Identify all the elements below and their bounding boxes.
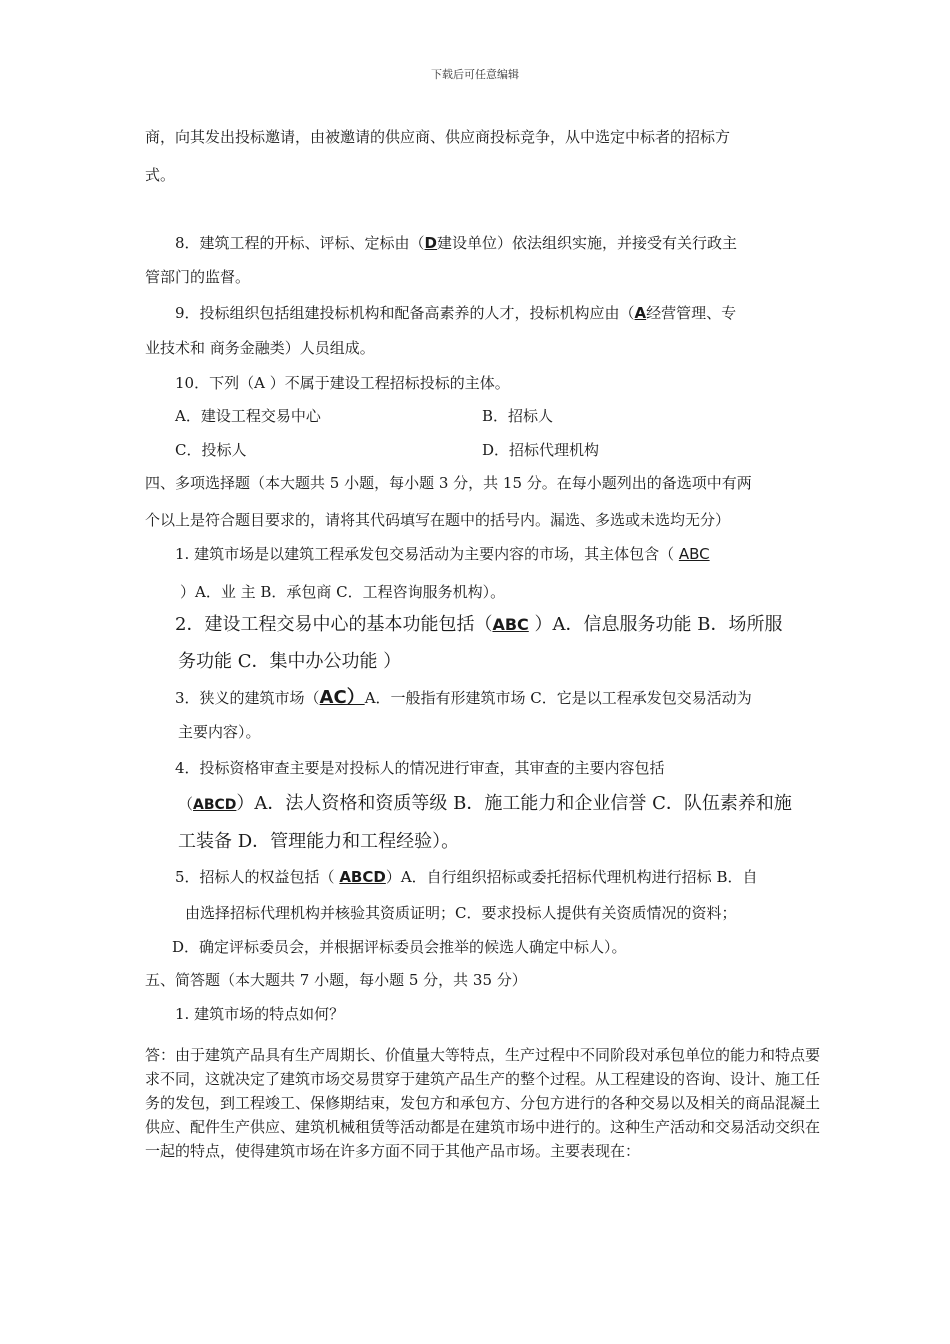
question-text: 3．狭义的建筑市场（ xyxy=(175,689,320,707)
question-9-line-2: 业技术和 商务金融类）人员组成。 xyxy=(145,339,375,357)
answer-mark: ABCD xyxy=(339,868,386,886)
multi-q3-line-1 xyxy=(175,688,752,708)
question-text: 建设单位）依法组织实施，并接受有关行政主 xyxy=(437,234,738,252)
question-text: 1. 建筑市场是以建筑工程承发包交易活动为主要内容的市场，其主体包含（ xyxy=(175,545,679,563)
multi-q1-line-2: ）A．业 主 B．承包商 C．工程咨询服务机构）。 xyxy=(180,583,506,601)
essay-q1: 1. 建筑市场的特点如何？ xyxy=(175,1005,345,1023)
answer-mark: ABC xyxy=(678,545,710,563)
multi-q5-line-2: 由选择招标代理机构并核验其资质证明；C．要求投标人提供有关资质情况的资料； xyxy=(185,904,737,922)
option-a: A．建设工程交易中心 xyxy=(175,407,321,425)
question-text: 经营管理、专 xyxy=(646,304,737,322)
question-text: ）A．自行组织招标或委托招标代理机构进行招标 B．自 xyxy=(385,868,758,886)
option-b: B．招标人 xyxy=(482,407,554,425)
text-line: 式。 xyxy=(145,166,176,184)
question-text: A．一般指有形建筑市场 C．它是以工程承发包交易活动为 xyxy=(364,689,752,707)
answer-paragraph: 答：由于建筑产品具有生产周期长、价值量大等特点，生产过程中不同阶段对承包单位的能力和特点要求不同，这就决定了建筑市场交易贯穿于建筑产品生产的整个过程。从工程建设的咨询、设计、施工任务的发包，到工程竣工、保修期结束，发包方和承包方、分包方进行的各种交易以及相关的商品混凝土供应、配件生产供应、建筑机械租赁等活动都是在建筑市场中进行的。这种生产活动和交易活动交织在一起的特点，使得建筑市场在许多方面不同于其他产品市场。主要表现在： xyxy=(145,1046,821,1160)
multi-q4-line-1: 4．投标资格审查主要是对投标人的情况进行审查，其审查的主要内容包括 xyxy=(175,759,665,777)
multi-q2-line-2: 务功能 C．集中办公功能 ） xyxy=(178,651,402,672)
question-8-line-2: 管部门的监督。 xyxy=(145,268,251,286)
answer-mark: D xyxy=(424,234,437,252)
multi-q1-line-1 xyxy=(175,544,710,564)
question-text: ）A．法人资格和资质等级 B．施工能力和企业信誉 C．队伍素养和施 xyxy=(236,793,792,814)
section-5-heading: 五、简答题（本大题共 7 小题，每小题 5 分，共 35 分） xyxy=(145,971,527,989)
question-text: 5．招标人的权益包括（ xyxy=(175,868,340,886)
question-10: 10．下列（A ）不属于建设工程招标投标的主体。 xyxy=(175,374,510,392)
option-c: C．投标人 xyxy=(175,441,247,459)
multi-q4-line-2 xyxy=(178,792,792,817)
question-9-line-1 xyxy=(175,303,736,323)
question-text: （ xyxy=(178,795,194,813)
option-d: D．招标代理机构 xyxy=(482,441,600,459)
question-text: 9．投标组织包括组建投标机构和配备高素养的人才，投标机构应由（ xyxy=(175,304,635,322)
answer-mark: AC） xyxy=(319,687,365,708)
page-header: 下载后可任意编辑 xyxy=(431,68,519,81)
multi-q4-line-3: 工装备 D．管理能力和工程经验）。 xyxy=(178,831,460,852)
answer-mark: ABCD xyxy=(193,797,237,813)
question-text: 8．建筑工程的开标、评标、定标由（ xyxy=(175,234,425,252)
answer-mark: A xyxy=(634,304,647,322)
section-4-heading-cont: 个以上是符合题目要求的，请将其代码填写在题中的括号内。漏选、多选或未选均无分） xyxy=(145,511,731,529)
multi-q5-line-3: D．确定评标委员会，并根据评标委员会推举的候选人确定中标人）。 xyxy=(172,938,627,956)
multi-q3-line-2: 主要内容）。 xyxy=(178,723,261,741)
answer-mark: ABC xyxy=(492,615,529,634)
question-text: 2．建设工程交易中心的基本功能包括（ xyxy=(175,614,493,635)
multi-q2-line-1 xyxy=(175,613,782,637)
question-8-line-1 xyxy=(175,233,737,253)
section-4-heading: 四、多项选择题（本大题共 5 小题，每小题 3 分，共 15 分。在每小题列出的备选项中有两 xyxy=(145,474,752,492)
multi-q5-line-1 xyxy=(175,867,757,887)
text-line: 商，向其发出投标邀请，由被邀请的供应商、供应商投标竞争，从中选定中标者的招标方 xyxy=(145,128,731,146)
question-text: ）A．信息服务功能 B．场所服 xyxy=(528,614,783,635)
